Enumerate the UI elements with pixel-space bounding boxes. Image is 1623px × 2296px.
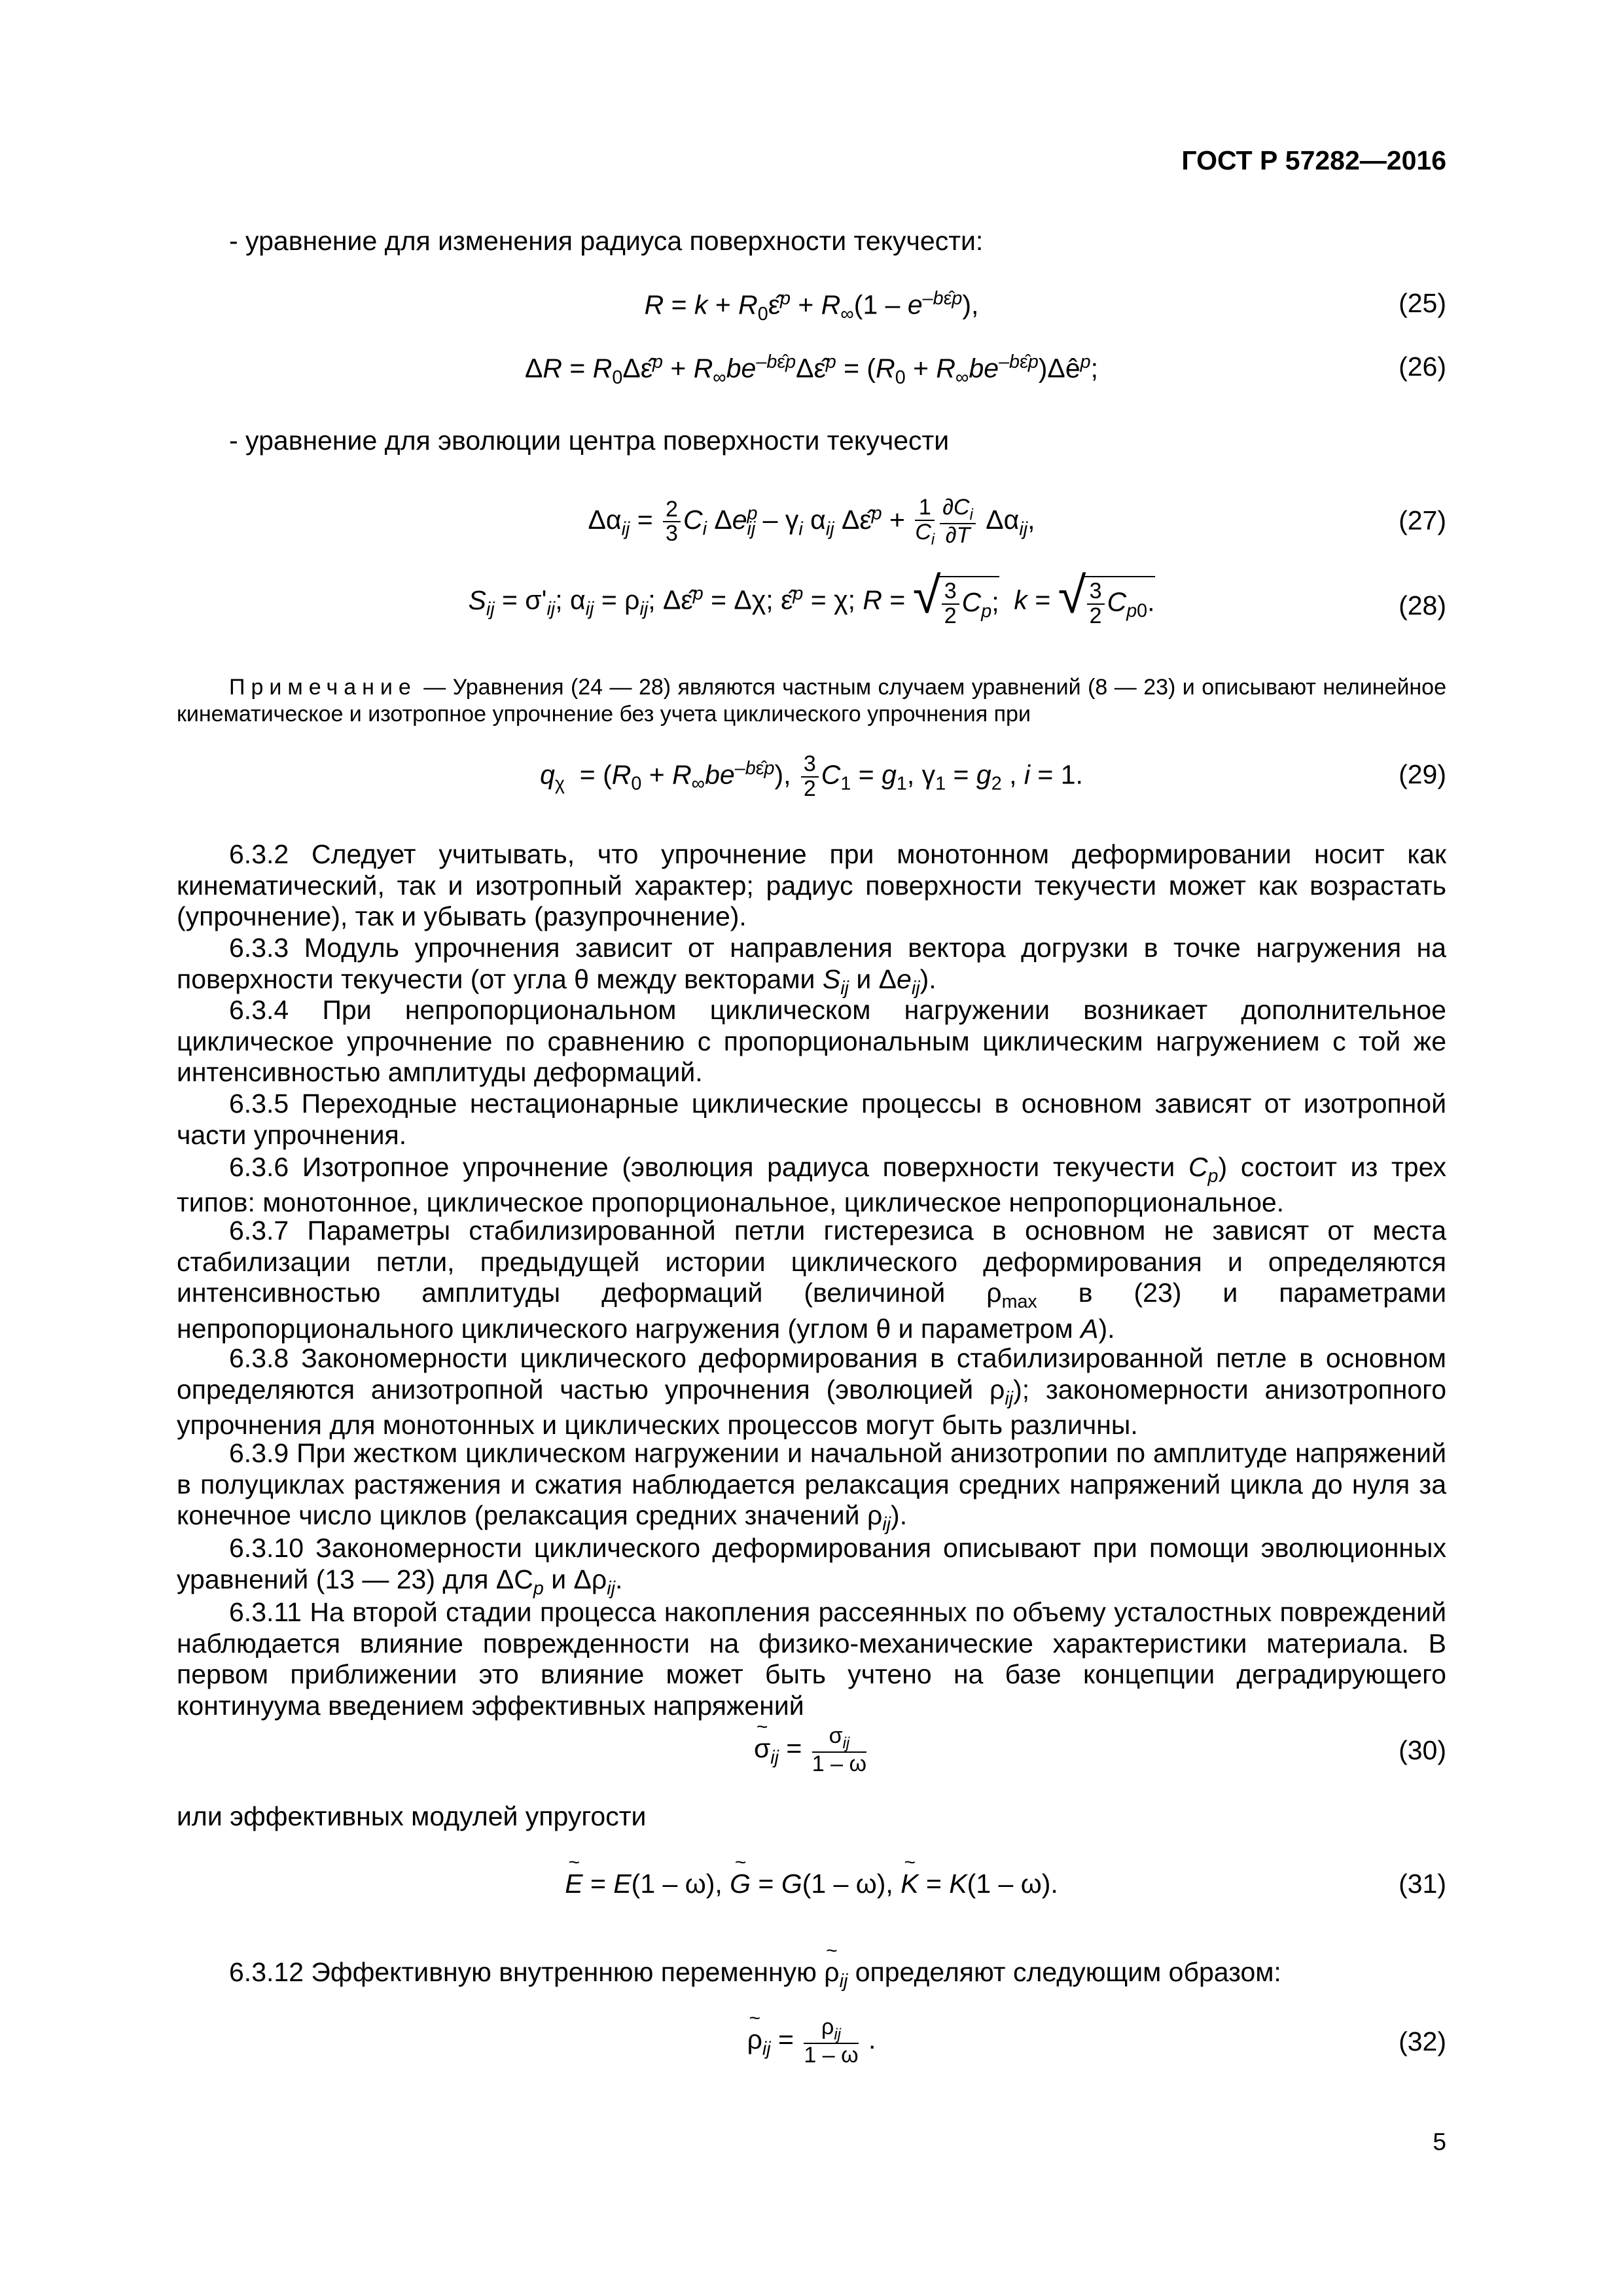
paragraph-6-3-9: 6.3.9 При жестком циклическом нагружении и начальной анизотропии по амплитуде напряжений в полуциклах растяжения и сжатия наблюдается релаксация средних напряжений цикла до нуля за конечное число циклов (релаксация средних значений $\rho_{ij}$). (177, 1438, 1446, 1535)
equation-25-body: $R = k + R_0\varepsilon̂^p + R_\infty(1 - e^{-b\varepsilon̂p})$, (644, 288, 979, 325)
equation-31 (177, 1869, 1446, 1908)
paragraph-6-3-7: 6.3.7 Параметры стабилизированной петли гистерезиса в основном не зависят от места стабилизации петли, предыдущей истории циклического деформирования и определяются интенсивностью амплитуды деформаций (величиной $\rho_{max}$ в (23) и параметрами непропорционального циклического нагружения (углом θ и параметром A). (177, 1215, 1446, 1344)
equation-32-body: ~ $\rho_{ij}$ = $\frac{\rho_{ij}}{1 - \omega}$ . (177, 2016, 1446, 2067)
equation-30-body: ~ $\sigma_{ij}$ = $\frac{\sigma_{ij}}{1 - \omega}$ (177, 1725, 1446, 1776)
paragraph-6-3-12: 6.3.12 Эффективную внутреннюю переменную ~ $\rho_{ij}$ определяют следующим образом: (177, 1957, 1446, 1992)
paragraph-6-3-2: 6.3.2 Следует учитывать, что упрочнение при монотонном деформировании носит как кинематический, так и изотропный характер; радиус поверхности текучести может как возрастать (упрочнение), так и убывать (разупрочнение). (177, 839, 1446, 932)
equation-26 (177, 351, 1446, 391)
note-block (177, 674, 1446, 728)
equation-29-number: (29) (1399, 759, 1446, 789)
equation-28-number: (28) (1399, 590, 1446, 620)
note-text: — Уравнения (24 — 28) являются частным случаем уравнений (8 — 23) и описывают нелинейное кинематическое и изотропное упрочнение без учета циклического упрочнения при (177, 675, 1447, 727)
paragraph-6-3-3: 6.3.3 Модуль упрочнения зависит от направления вектора догрузки в точке нагружения на поверхности текучести (от угла θ между векторами $S_{ij}$ и $\Delta e_{ij}$). (177, 933, 1446, 999)
equation-29 (177, 753, 1446, 812)
paragraph-6-3-6: 6.3.6 Изотропное упрочнение (эволюция радиуса поверхности текучести $C_p$) состоит из трех типов: монотонное, циклическое пропорциональное, циклическое непропорциональное. (177, 1152, 1446, 1218)
equation-26-number: (26) (1399, 351, 1446, 382)
equation-31-body: ~ E = E(1 – ω), ~ G = G(1 – ω), ~ K = K(1 – ω). (177, 1869, 1446, 1899)
paragraph-6-3-5: 6.3.5 Переходные нестационарные циклические процессы в основном зависят от изотропной части упрочнения. (177, 1088, 1446, 1150)
paragraph-6-3-8: 6.3.8 Закономерности циклического деформирования в стабилизированной петле в основном определяются анизотропной частью упрочнения (эволюцией $\rho_{ij}$); закономерности анизотропного упрочнения для монотонных и циклических процессов могут быть различны. (177, 1343, 1446, 1441)
paragraph-or-moduli: или эффективных модулей упругости (177, 1801, 647, 1831)
intro-center-text: - уравнение для эволюции центра поверхности текучести (229, 425, 950, 456)
note-label: Примечание (229, 675, 417, 700)
standard-header: ГОСТ Р 57282—2016 (1181, 145, 1446, 175)
equation-26-body: $\Delta R = R_0\Delta\varepsilon̂^p$ + $R_\infty be^{-b\varepsilon̂p}\Delta\varepsilon̂^p = (R_0$ + $R_\infty be^{-b\varepsilon̂p})\Delta ê^p$; (525, 351, 1098, 388)
equation-32 (177, 2016, 1446, 2075)
equation-27-number: (27) (1399, 505, 1446, 535)
equation-25-number: (25) (1399, 288, 1446, 318)
intro-radius-text: - уравнение для изменения радиуса поверхности текучести: (229, 226, 984, 256)
page-number: 5 (1433, 2128, 1446, 2155)
equation-25 (177, 288, 1446, 327)
equation-30 (177, 1725, 1446, 1784)
equation-32-number: (32) (1399, 2026, 1446, 2056)
paragraph-6-3-4: 6.3.4 При непропорциональном циклическом нагружении возникает дополнительное циклическое упрочнение по сравнению с пропорциональным циклическим нагружением с той же интенсивностью амплитуды деформаций. (177, 995, 1446, 1088)
equation-27 (177, 496, 1446, 555)
equation-31-number: (31) (1399, 1869, 1446, 1899)
paragraph-6-3-10: 6.3.10 Закономерности циклического деформирования описывают при помощи эволюционных уравнений (13 — 23) для $\Delta C_p$ и $\Delta\rho_{ij}$. (177, 1533, 1446, 1599)
equation-28 (177, 576, 1446, 641)
paragraph-6-3-11: 6.3.11 На второй стадии процесса накопления рассеянных по объему усталостных повреждений наблюдается влияние поврежденности на физико-механические характеристики материала. В первом приближении это влияние может быть учтено на базе концепции деградирующего континуума введением эффективных напряжений (177, 1597, 1446, 1721)
equation-28-body: $S_{ij} = \sigma'_{ij}$; $\alpha_{ij} = \rho_{ij}$; Δε̂$^p$ = Δχ; ε̂$^p$ = χ; R = √ $\frac{3}{2}$ $C_p$; k = √ $\frac{3}{2}$ $C_{p0}$. (177, 576, 1446, 628)
equation-29-body: $q_\chi = (R_0 + R_\infty be^{-b\varepsilon̂p})$, $\frac{3}{2}$ $C_1 = g_1$, $\gamma_1 = g_2$ , i = 1. (540, 751, 1083, 801)
equation-30-number: (30) (1399, 1735, 1446, 1765)
equation-27-body: $\Delta\alpha_{ij}$ = $\frac{2}{3}$ $C_i$ $\Delta e^p_{ij} - \gamma_i$ $\alpha_{ij}$ Δε̂$^p$ + $\frac{1}{C_i}$ $\frac{\partial C_i}{\partial T}$ $\Delta\alpha_{ij}$, (588, 495, 1035, 548)
